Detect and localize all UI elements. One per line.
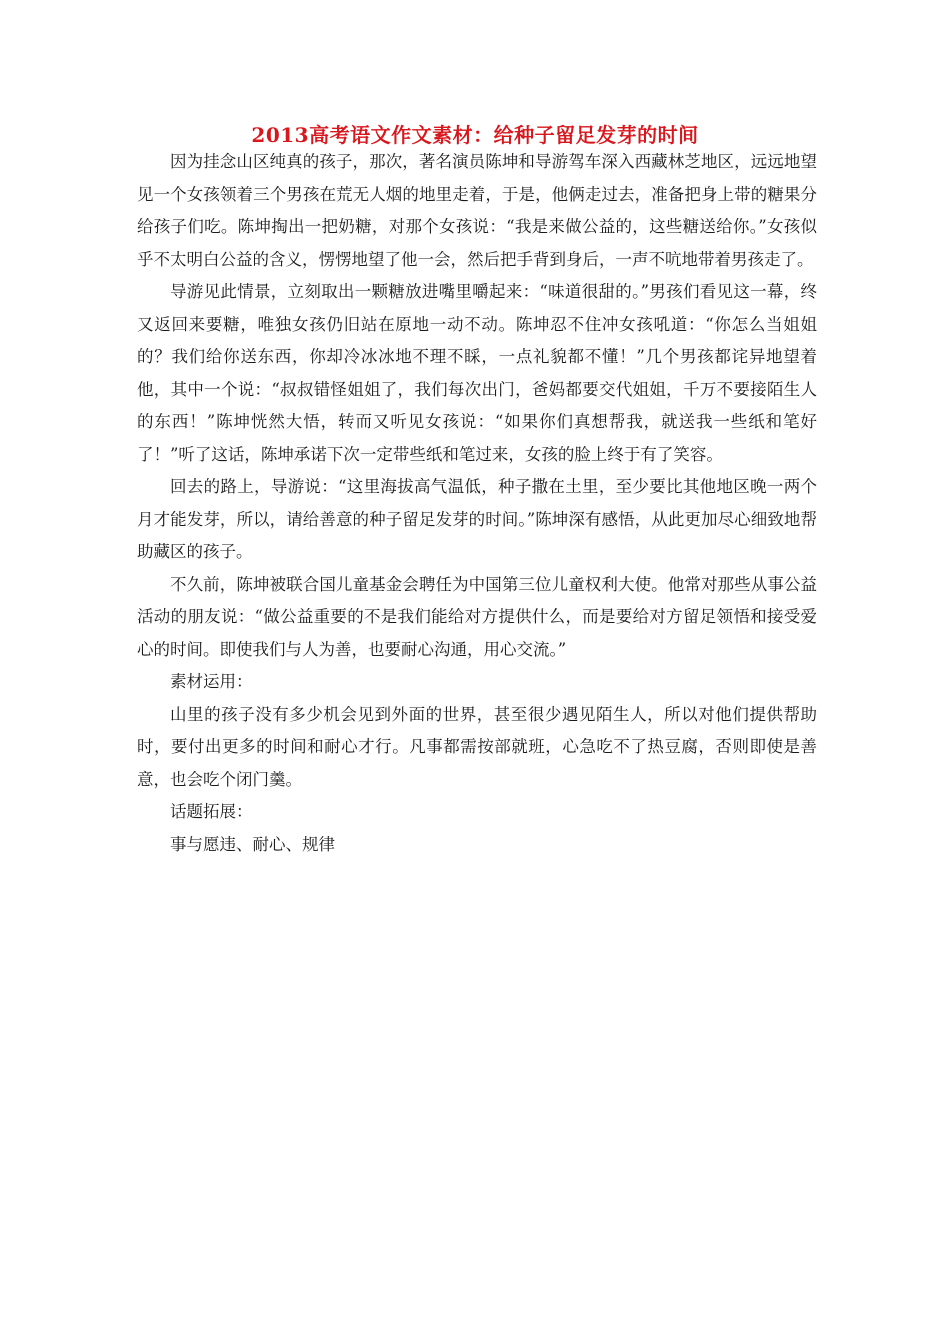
paragraph: 因为挂念山区纯真的孩子，那次，著名演员陈坤和导游驾车深入西藏林芝地区，远远地望见一个女孩领着三个男孩在荒无人烟的地里走着，于是，他俩走过去，准备把身上带的糖果分给孩子们吃。陈坤掏出一把奶糖，对那个女孩说：“我是来做公益的，这些糖送给你。”女孩似乎不太明白公益的含义，愣愣地望了他一会，然后把手背到身后，一声不吭地带着男孩走了。	[137, 152, 817, 269]
paragraph: 山里的孩子没有多少机会见到外面的世界，甚至很少遇见陌生人，所以对他们提供帮助时，要付出更多的时间和耐心才行。凡事都需按部就班，心急吃不了热豆腐，否则即使是善意，也会吃个闭门羹。	[137, 704, 817, 789]
paragraph: 回去的路上，导游说：“这里海拔高气温低，种子撒在土里，至少要比其他地区晚一两个月才能发芽，所以，请给善意的种子留足发芽的时间。”陈坤深有感悟，从此更加尽心细致地帮助藏区的孩子。	[137, 477, 817, 561]
document-title: 2013高考语文作文素材：给种子留足发芽的时间	[251, 123, 699, 147]
document-body	[137, 146, 817, 861]
paragraph: 不久前，陈坤被联合国儿童基金会聘任为中国第三位儿童权利大使。他常对那些从事公益活动的朋友说：“做公益重要的不是我们能给对方提供什么，而是要给对方留足领悟和接受爱心的时间。即使我们与人为善，也要耐心沟通，用心交流。”	[137, 574, 817, 659]
paragraph: 事与愿违、耐心、规律	[170, 834, 335, 854]
section-heading-topic: 话题拓展：	[170, 802, 253, 821]
paragraph: 导游见此情景，立刻取出一颗糖放进嘴里嚼起来：“味道很甜的。”男孩们看见这一幕，终又返回来要糖，唯独女孩仍旧站在原地一动不动。陈坤忍不住冲女孩吼道：“你怎么当姐姐的？我们给你送东西，你却冷冰冰地不理不睬，一点礼貌都不懂！”几个男孩都诧异地望着他，其中一个说：“叔叔错怪姐姐了，我们每次出门，爸妈都要交代姐姐，千万不要接陌生人的东西！”陈坤恍然大悟，转而又听见女孩说：“如果你们真想帮我，就送我一些纸和笔好了！”听了这话，陈坤承诺下次一定带些纸和笔过来，女孩的脸上终于有了笑容。	[137, 282, 817, 464]
section-heading-usage: 素材运用：	[170, 672, 253, 691]
